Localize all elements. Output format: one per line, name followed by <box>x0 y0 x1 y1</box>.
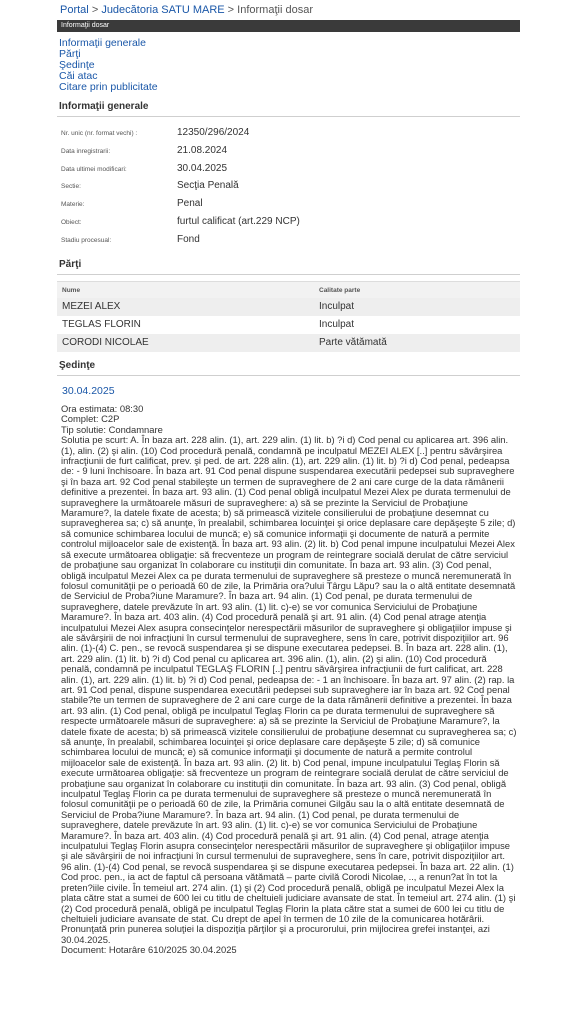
hearing-details <box>61 404 517 956</box>
divider <box>57 274 520 275</box>
breadcrumb-court-link[interactable]: Judecătoria SATU MARE <box>101 4 225 16</box>
hearing-time: Ora estimata: 08:30 <box>61 403 144 414</box>
parti-title: Părţi <box>59 259 82 270</box>
info-label: Data inregistrarii: <box>61 148 111 155</box>
party-name: CORODI NICOLAE <box>62 337 149 348</box>
divider <box>57 375 520 376</box>
hearing-solution-type: Tip solutie: Condamnare <box>61 423 163 435</box>
nav-link-parti[interactable]: Părţi <box>59 48 81 60</box>
breadcrumb <box>60 4 313 16</box>
hearing-solution-text: Solutia pe scurt: A. În baza art. 228 alin. (1), art. 229 alin. (1) lit. b) ?i d) Cod penal cu aplicarea art. 396 alin. (1), alin. (2) şi alin. (10) Cod procedură penală, condamnă pe inculpatul MEZEI ALEX [..] pentru săvârşirea infracţiunii de furt calificat, prev. şi ped. de art. 228 alin. (1), art. 229 alin. (1) lit. b) ?i d) Cod penal, pedeapsa de: - 9 luni închisoare. În baza art. 91 Cod penal dispune suspendarea executării pedepsei sub supraveghere şi în baza art. 92 Cod penal stabileşte un termen de supraveghere de 2 ani care curge de la data rămânerii definitive a prezentei. În baza art. 93 alin. (1) Cod penal obligă inculpatul Mezei Alex pe durata termenului de supraveghere la următoarele măsuri de supraveghere: a) să se prezinte la Serviciul de Probaţiune Maramure?, la datele fixate de acesta; b) să primească vizitele consilierului de probaţiune desemnat cu supravegherea sa; c) să anunţe, în prealabil, schimbarea locuinţei şi orice deplasare care depăşeşte 5 zile; d) să comunice schimbarea locului de muncă; e) să comunice informaţii şi documente de natură a permite controlul mijloacelor sale de existenţă. În baza art. 93 alin. (2) lit. b) Cod penal impune inculpatului Mezei Alex să execute următoarea obligaţie: să frecventeze un program de reintegrare socială derulat de către serviciul de probaţiune sau organizat în colaborare cu instituţii din comunitate. În baza art. 93 alin. (3) Cod penal, obligă inculpatul Mezei Alex ca pe durata termenului de supraveghere să presteze o muncă neremunerată în folosul comunităţii pe o perioadă 60 de zile, la Primăria ora?ului Târgu Lăpu? sau la o altă entitate desemnată de Serviciul de Proba?iune Maramure?. În baza art. 94 alin. (1) Cod penal, pe durata termenului de supraveghere, datele prevăzute în art. 93 alin. (1) lit. c)-e) se vor comunica Serviciului de Probaţiune Maramure?. În baza art. 403 alin. (4) Cod procedură penală şi art. 91 alin. (4) Cod penal atrage atenţia inculpatului Mezei Alex asupra consecinţelor nerespectării măsurilor de supraveghere şi obligaţiilor impuse şi ale săvârşirii de noi infracţiuni în cursul termenului de supraveghere, sens în care, potrivit dispoziţiilor art. 96 alin. (1)-(4) C. pen., se revocă suspendarea şi se dispune executarea pedepsei. B. În baza art. 228 alin. (1), art. 229 alin. (1) lit. b) ?i d) Cod penal cu aplicarea art. 396 alin. (1), alin. (2) şi alin. (10) Cod procedură penală, condamnă pe inculpatul TEGLAŞ FLORIN [..] pentru săvârşirea infracţiunii de furt calificat, art. 228 alin. (1), art. 229 alin. (1) lit. b) ?i d) Cod penal, pedeapsa de: - 1 an închisoare. În baza art. 97 alin. (2) rap. la art. 91 Cod penal, dispune suspendarea executării pedepsei sub supraveghere iar în baza art. 92 Cod penal stabile?te un termen de supraveghere de 2 ani care curge de la data rămânerii definitive a prezentei. În baza art. 93 alin. (1) Cod penal, obligă pe inculpatul Teglaş Florin ca pe durata termenului de supraveghere să respecte următoarele măsuri de supraveghere: a) să se prezinte la Serviciul de Probaţiune Maramure?, la datele fixate de acesta; b) să primească vizitele consilierului de probaţiune desemnat cu supravegherea sa; c) să anunţe, în prealabil, schimbarea locuinţei şi orice deplasare care depăşeşte 5 zile; d) să comunice schimbarea locului de muncă; e) să comunice informaţii şi documente de natură a permite controlul mijloacelor sale de existenţă. În baza art. 93 alin. (2) lit. b) Cod penal, impune inculpatului Teglaş Florin să execute următoarea obligaţie: să frecventeze un program de reintegrare socială derulat de către serviciul de probaţiune sau organizat în colaborare cu instituţii din comunitate. În baza art. 93 alin. (3) Cod penal, obligă inculpatul Teglaş Florin ca pe durata termenului de supraveghere să presteze o muncă neremunerată în folosul comunităţii pe o perioadă 60 de zile, la Primăria comunei Gilgău sau la o altă entitate desemnată de Serviciul de Proba?iune Maramure?. În baza art. 94 alin. (1) Cod penal, pe durata termenului de supraveghere, datele prevăzute în art. 93 alin. (1) lit. c)-e) se vor comunica Serviciului de Probaţiune Maramure?. În baza art. 403 alin. (4) Cod procedură penală şi art. 91 alin. (4) Cod penal, atrage atenţia inculpatului Teglaş Florin asupra consecinţelor nerespectării măsurilor de supraveghere şi obligaţiilor impuse şi ale săvârşirii de noi infracţiuni în cursul termenului de supraveghere, sens în care, potrivit dispoziţiilor art. 96 alin. (1)-(4) Cod penal, se revocă suspendarea şi se dispune executarea pedepsei. În baza art. 22 alin. (1) Cod proc. pen., ia act de faptul că persoana vătămată – parte civilă Corodi Nicolae, .., a renun?at în tot la preten?iile civile. În temeiul art. 274 alin. (1) şi (2) Cod procedură penală, obligă pe inculpatul Mezei Alex la plata către stat a sumei de 600 lei cu titlu de cheltuieli judiciare avansate de stat. În temeiul art. 274 alin. (1) şi (2) Cod procedură penală, obligă pe inculpatul Teglaş Florin la plata către stat a sumei de 600 lei cu titlu de cheltuieli judiciare avansate de stat. Cu drept de apel în termen de 10 zile de la comunicarea hotărârii. Pronunţată prin punerea soluţiei la dispoziţia părţilor şi a procurorului, prin mijlocirea grefei instanţei, azi 30.04.2025. <box>61 434 517 945</box>
info-label: Materie: <box>61 201 85 208</box>
section-nav <box>59 38 158 93</box>
info-row-nr-unic <box>61 127 520 145</box>
info-value: 30.04.2025 <box>177 163 228 174</box>
hearing-document: Document: Hotarâre 610/2025 30.04.2025 <box>61 944 237 956</box>
tab-bar-informatii-dosar: Informaţii dosar <box>57 20 520 32</box>
hearing-panel: Complet: C2P <box>61 413 120 425</box>
info-label: Nr. unic (nr. format vechi) : <box>61 130 138 137</box>
info-row-stadiu-procesual <box>61 234 520 252</box>
info-row-obiect <box>61 216 520 234</box>
party-name: MEZEI ALEX <box>62 301 121 312</box>
info-value: Penal <box>177 198 203 209</box>
party-role: Inculpat <box>319 319 355 330</box>
info-row-materie <box>61 198 520 216</box>
info-row-data-ultimei-modificari <box>61 163 520 181</box>
nav-link-sedinte[interactable]: Şedinţe <box>59 59 95 71</box>
nav-link-cai-atac[interactable]: Căi atac <box>59 70 98 82</box>
column-header-nume: Nume <box>62 287 81 294</box>
nav-link-citare-publicitate[interactable]: Citare prin publicitate <box>59 81 158 93</box>
info-value: Fond <box>177 234 200 245</box>
parti-row <box>57 298 520 316</box>
general-info-title: Informaţii generale <box>59 101 149 112</box>
info-row-data-inregistrarii <box>61 145 520 163</box>
info-value: 12350/296/2024 <box>177 127 250 138</box>
info-value: Secţia Penală <box>177 180 239 191</box>
divider <box>57 116 520 117</box>
breadcrumb-separator: > <box>227 4 235 16</box>
sedinte-title: Şedinţe <box>59 360 96 371</box>
breadcrumb-portal-link[interactable]: Portal <box>60 4 89 16</box>
info-label: Obiect: <box>61 219 82 226</box>
parti-row <box>57 334 520 352</box>
parti-row <box>57 316 520 334</box>
party-role: Inculpat <box>319 301 355 312</box>
breadcrumb-current: Informaţii dosar <box>237 4 313 16</box>
nav-link-informatii-generale[interactable]: Informaţii generale <box>59 37 146 49</box>
info-label: Sectie: <box>61 183 81 190</box>
info-label: Stadiu procesual: <box>61 237 112 244</box>
party-name: TEGLAS FLORIN <box>62 319 141 330</box>
hearing-date: 30.04.2025 <box>62 385 115 397</box>
info-row-sectie <box>61 180 520 198</box>
info-label: Data ultimei modificari: <box>61 166 127 173</box>
party-role: Parte vătămată <box>319 337 387 348</box>
info-value: 21.08.2024 <box>177 145 228 156</box>
info-value: furtul calificat (art.229 NCP) <box>177 216 300 227</box>
breadcrumb-separator: > <box>91 4 99 16</box>
column-header-calitate: Calitate parte <box>319 287 361 294</box>
parti-table-header <box>57 281 520 299</box>
